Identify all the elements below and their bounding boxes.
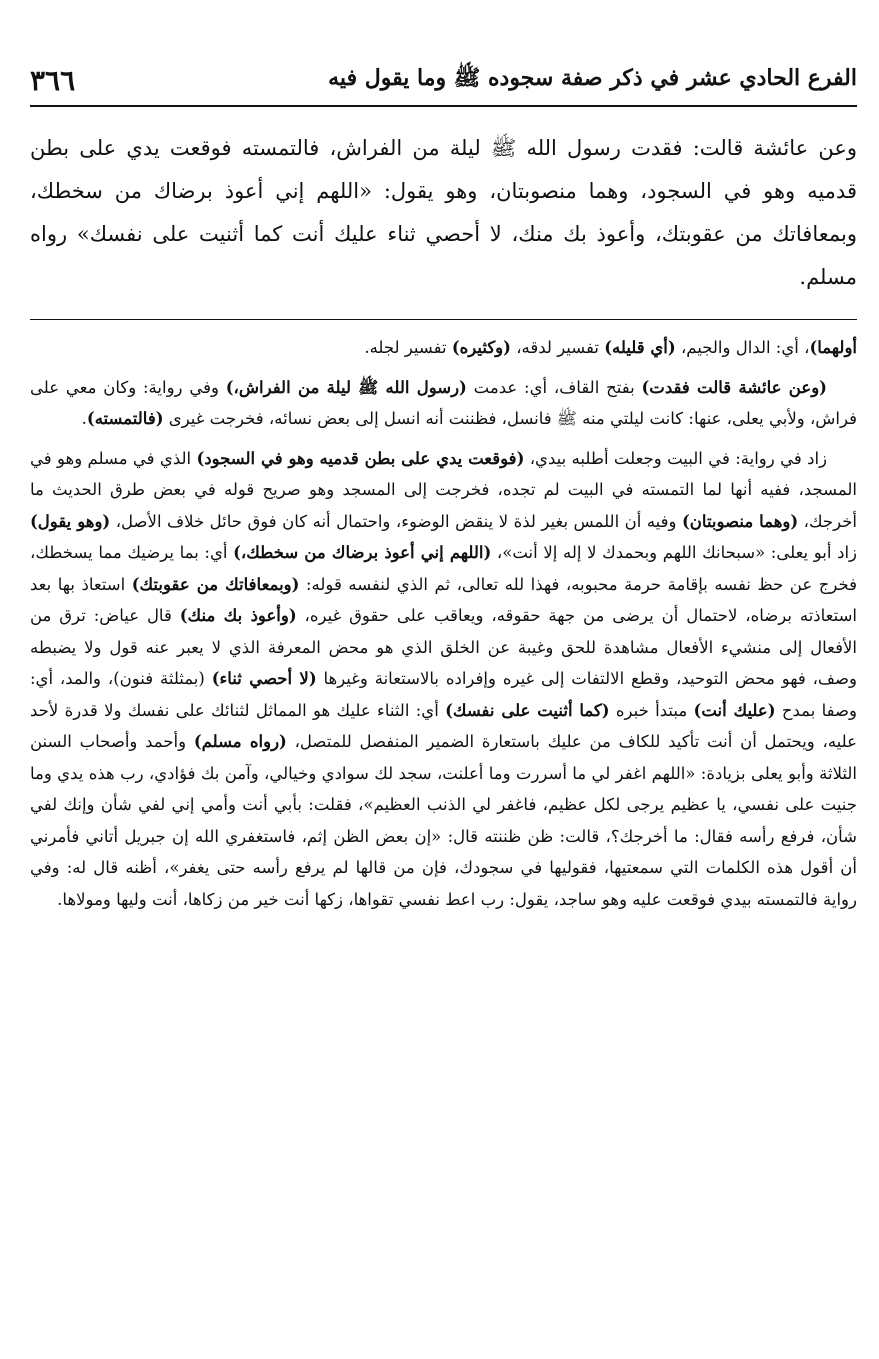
commentary-lemma: (وهما منصوبتان)	[682, 511, 799, 531]
commentary-lemma: (لا أحصي ثناء)	[211, 669, 317, 688]
commentary-lemma: (وكثيره)	[451, 338, 511, 357]
commentary-lemma: (وبمعافاتك من عقوبتك)	[131, 574, 300, 594]
page-number: ٣٦٦	[30, 63, 76, 97]
footnote-divider	[30, 319, 857, 320]
commentary-text: (بمثلثة فنون)، والمد، أي: وصفا بمدح	[30, 669, 857, 720]
page-header	[30, 55, 857, 107]
commentary-lemma: (رسول الله ﷺ ليلة من الفراش،)	[225, 377, 467, 397]
commentary-text: الذي في مسلم وهو في المسجد، ففيه أنها لما التمسته في البيت لم تجده، فخرجت إلى المسجد وهو صريح قوله في بعض طرق الحديث ما أخرجك،	[30, 448, 857, 531]
commentary-text: أي: الثناء عليك هو المماثل لثنائك على نفسك ولا قدرة لأحد عليه، ويحتمل أن أنت تأكيد للكاف من عليك باستعارة الضمير المنفصل للمتصل،	[30, 700, 857, 751]
commentary-lemma: (كما أثنيت على نفسك)	[445, 700, 610, 720]
commentary-text: وفيه أن اللمس بغير لذة لا ينقض الوضوء، واحتمال أنه كان فوق حائل خلاف الأصل،	[110, 511, 682, 531]
commentary-paragraph-3	[30, 443, 857, 916]
commentary-lemma: (عليك أنت)	[693, 700, 776, 720]
commentary-paragraph-1	[30, 332, 857, 364]
commentary-lemma: (اللهم إني أعوذ برضاك من سخطك،)	[233, 543, 492, 562]
commentary-text: أي: بما يرضيك مما يسخطك، فخرج عن حظ نفسه بإقامة حرمة محبوبه، فهذا لله تعالى، ثم الذي لنفسه قوله:	[30, 543, 857, 594]
commentary-text: مبتدأ خبره	[609, 700, 694, 720]
book-page	[30, 55, 857, 1359]
commentary-lemma: (فوقعت يدي على بطن قدميه وهو في السجود)	[196, 448, 525, 468]
commentary-text: بفتح القاف، أي: عدمت	[466, 377, 642, 397]
commentary-text: زاد في رواية: في البيت وجعلت أطلبه بيدي،	[524, 448, 827, 468]
commentary-lemma: (رواه مسلم)	[193, 732, 287, 751]
commentary-lemma: (وعن عائشة قالت فقدت)	[641, 377, 827, 397]
commentary-lemma: (أي قليله)	[604, 338, 676, 357]
commentary-text: استعاذ بها بعد استعاذته برضاه، لاحتمال أن يرضى من جهة حقوقه، ويعاقب على حقوق غيره،	[30, 574, 858, 625]
commentary-text: ، أي: الدال والجيم،	[675, 338, 810, 357]
commentary-text: .	[81, 409, 87, 428]
hadith-text: وعن عائشة قالت: فقدت رسول الله ﷺ ليلة من الفراش، فالتمسته فوقعت يدي على بطن قدميه وهو في السجود، وهما منصوبتان، وهو يقول: «اللهم إني أعوذ برضاك من سخطك، وبمعافاتك من عقوبتك، وأعوذ بك منك، لا أحصي ثناء عليك أنت كما أثنيت على نفسك» رواه مسلم.	[30, 136, 857, 289]
commentary-text: وأحمد وأصحاب السنن الثلاثة وأبو يعلى بزيادة: «اللهم اغفر لي ما أسررت وما أعلنت، سجد لك سوادي وخيالي، وآمن بك فؤادي، رب هذه يدي وما جنيت على نفسي، يا عظيم يرجى لكل عظيم، فاغفر لي الذنب العظيم»، فقلت: بأبي أنت وأمي إني لفي شأن وإنك لفي شأن، فرفع رأسه فقال: ما أخرجك؟، قالت: ظن ظننته قال: «إن بعض الظن إثم، فاستغفري الله إن جبريل أتاني فأمرني أن أقول هذه الكلمات التي سمعتيها، فقوليها في سجودك، فإن من قالها لم يرفع رأسه حتى يغفر»، أظنه قال له: وفي رواية فالتمسته بيدي فوقعت عليه وهو ساجد، يقول: رب اعط نفسي تقواها، زكها أنت خير من زكاها، أنت وليها ومولاها.	[30, 732, 857, 909]
running-title: الفرع الحادي عشر في ذكر صفة سجوده ﷺ وما يقول فيه	[328, 65, 857, 91]
commentary-text: وفي رواية: وكان معي على فراش، ولأبي يعلى، عنها: كانت ليلتي منه ﷺ فانسل، فظننت أنه انسل إلى بعض نسائه، فخرجت غيرى	[30, 377, 857, 428]
commentary-text: قال عياض: ترق من الأفعال إلى منشيء الأفعال مشاهدة للحق وغيبة عن الخلق الذي هو محض المعرفة الذي لا يعبر عنه قول ولا يضبطه وصف، فهو محض التوحيد، وقطع الالتفات إلى غيره وإفراده بالاستعانة وغيرها	[30, 606, 857, 688]
commentary-text: تفسير لجله.	[364, 338, 452, 357]
commentary-lemma: (فالتمسته)	[86, 409, 164, 428]
commentary-lemma: (وهو يقول)	[30, 511, 111, 531]
commentary-paragraph-2	[30, 372, 857, 435]
commentary	[30, 332, 857, 915]
commentary-lemma: (وأعوذ بك منك)	[179, 606, 297, 625]
commentary-text: زاد أبو يعلى: «سبحانك اللهم وبحمدك لا إله إلا أنت»،	[491, 543, 857, 562]
commentary-lemma: أولهما)	[809, 338, 857, 357]
commentary-text: تفسير لدقه،	[510, 338, 605, 357]
